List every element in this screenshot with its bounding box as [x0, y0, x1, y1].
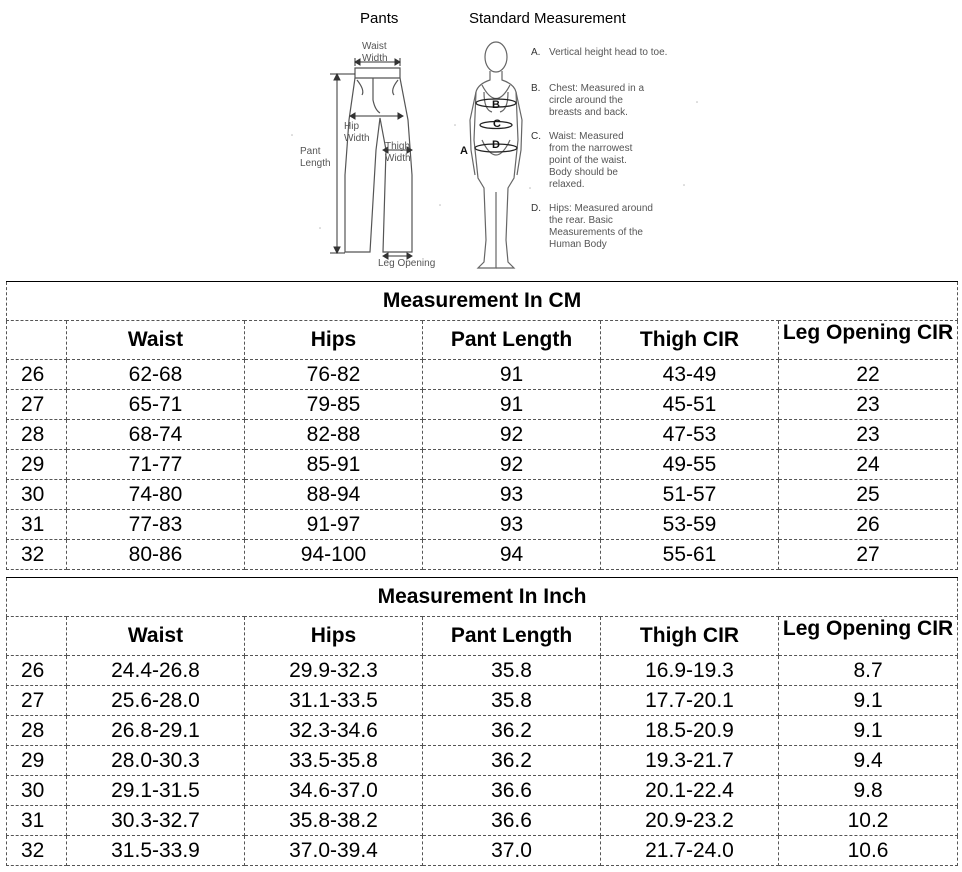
cm-table-body: [7, 360, 958, 570]
inch-header-pant-length: Pant Length: [423, 617, 601, 656]
hip-width-label-2: Width: [344, 133, 370, 144]
body-letter-d: D: [492, 139, 500, 151]
inch-cell-hips: 29.9-32.3: [245, 656, 423, 686]
cm-cell-size: 27: [7, 390, 67, 420]
cm-header-size: [7, 321, 67, 360]
cm-cell-size: 29: [7, 450, 67, 480]
inch-cell-leg-opening-cir: 9.1: [779, 686, 958, 716]
cm-cell-hips: 88-94: [245, 480, 423, 510]
cm-cell-size: 31: [7, 510, 67, 540]
leg-opening-label: Leg Opening: [378, 258, 436, 269]
cm-table-row: [7, 420, 958, 450]
cm-cell-hips: 85-91: [245, 450, 423, 480]
cm-cell-waist: 65-71: [67, 390, 245, 420]
body-letter-c: C: [493, 118, 501, 130]
cm-table-row: [7, 510, 958, 540]
inch-cell-thigh-cir: 19.3-21.7: [601, 746, 779, 776]
inch-cell-leg-opening-cir: 9.4: [779, 746, 958, 776]
inch-header-leg-opening-text: Leg Opening CIR: [782, 617, 954, 640]
inch-cell-size: 30: [7, 776, 67, 806]
note-a: [531, 47, 669, 59]
note-c-key: C.: [531, 131, 541, 142]
cm-table-title: Measurement In CM: [7, 282, 958, 321]
cm-cell-waist: 71-77: [67, 450, 245, 480]
inch-cell-leg-opening-cir: 8.7: [779, 656, 958, 686]
cm-table-row: [7, 450, 958, 480]
inch-cell-waist: 25.6-28.0: [67, 686, 245, 716]
cm-cell-thigh-cir: 55-61: [601, 540, 779, 570]
inch-cell-size: 32: [7, 836, 67, 866]
inch-header-leg-opening-cir: [779, 617, 958, 656]
cm-header-pant-length: Pant Length: [423, 321, 601, 360]
inch-cell-waist: 30.3-32.7: [67, 806, 245, 836]
cm-cell-pant-length: 92: [423, 420, 601, 450]
inch-table-title: Measurement In Inch: [7, 578, 958, 617]
cm-header-row: [7, 321, 958, 360]
inch-table-row: [7, 686, 958, 716]
inch-header-waist: Waist: [67, 617, 245, 656]
note-a-text: Vertical height head to toe.: [549, 47, 668, 58]
cm-cell-leg-opening-cir: 26: [779, 510, 958, 540]
cm-cell-thigh-cir: 45-51: [601, 390, 779, 420]
waist-width-label-1: Waist: [362, 41, 387, 52]
cm-cell-thigh-cir: 53-59: [601, 510, 779, 540]
cm-cell-pant-length: 91: [423, 390, 601, 420]
cm-cell-hips: 91-97: [245, 510, 423, 540]
cm-cell-waist: 77-83: [67, 510, 245, 540]
inch-cell-leg-opening-cir: 10.6: [779, 836, 958, 866]
inch-cell-size: 26: [7, 656, 67, 686]
cm-cell-pant-length: 94: [423, 540, 601, 570]
cm-cell-hips: 94-100: [245, 540, 423, 570]
cm-cell-waist: 74-80: [67, 480, 245, 510]
inch-header-size: [7, 617, 67, 656]
inch-table-row: [7, 716, 958, 746]
inch-size-table: [6, 577, 958, 866]
inch-cell-thigh-cir: 17.7-20.1: [601, 686, 779, 716]
cm-cell-leg-opening-cir: 24: [779, 450, 958, 480]
cm-cell-thigh-cir: 43-49: [601, 360, 779, 390]
inch-cell-pant-length: 35.8: [423, 656, 601, 686]
inch-cell-waist: 29.1-31.5: [67, 776, 245, 806]
inch-cell-pant-length: 35.8: [423, 686, 601, 716]
inch-cell-thigh-cir: 20.9-23.2: [601, 806, 779, 836]
cm-cell-leg-opening-cir: 25: [779, 480, 958, 510]
inch-header-thigh-cir: Thigh CIR: [601, 617, 779, 656]
note-b-key: B.: [531, 83, 541, 94]
cm-cell-thigh-cir: 51-57: [601, 480, 779, 510]
cm-cell-hips: 76-82: [245, 360, 423, 390]
note-b-text: Chest: Measured in a circle around the breasts and back.: [549, 83, 645, 118]
inch-cell-pant-length: 36.2: [423, 746, 601, 776]
cm-table-row: [7, 360, 958, 390]
inch-table-row: [7, 746, 958, 776]
inch-cell-hips: 31.1-33.5: [245, 686, 423, 716]
note-d-key: D.: [531, 203, 541, 214]
inch-cell-pant-length: 36.6: [423, 806, 601, 836]
cm-cell-pant-length: 93: [423, 510, 601, 540]
inch-cell-pant-length: 37.0: [423, 836, 601, 866]
cm-cell-leg-opening-cir: 22: [779, 360, 958, 390]
note-a-key: A.: [531, 47, 541, 58]
measurement-diagram: [0, 0, 962, 278]
cm-cell-leg-opening-cir: 23: [779, 420, 958, 450]
inch-cell-hips: 37.0-39.4: [245, 836, 423, 866]
inch-table-row: [7, 656, 958, 686]
cm-cell-hips: 79-85: [245, 390, 423, 420]
cm-cell-pant-length: 92: [423, 450, 601, 480]
pant-length-label-1: Pant: [300, 146, 321, 157]
cm-cell-waist: 68-74: [67, 420, 245, 450]
inch-cell-waist: 26.8-29.1: [67, 716, 245, 746]
cm-cell-thigh-cir: 47-53: [601, 420, 779, 450]
note-d-text: Hips: Measured around the rear. Basic Measurements of the Human Body: [549, 203, 653, 250]
cm-cell-size: 26: [7, 360, 67, 390]
inch-cell-waist: 28.0-30.3: [67, 746, 245, 776]
inch-cell-pant-length: 36.2: [423, 716, 601, 746]
cm-header-leg-opening-text: Leg Opening CIR: [782, 321, 954, 344]
inch-cell-hips: 32.3-34.6: [245, 716, 423, 746]
note-c-text: Waist: Measured from the narrowest point of the waist. Body should be relaxed.: [549, 131, 633, 190]
cm-header-leg-opening-cir: [779, 321, 958, 360]
inch-cell-waist: 24.4-26.8: [67, 656, 245, 686]
note-d: [531, 203, 657, 251]
inch-cell-size: 27: [7, 686, 67, 716]
inch-cell-leg-opening-cir: 10.2: [779, 806, 958, 836]
cm-cell-pant-length: 93: [423, 480, 601, 510]
inch-table-body: [7, 656, 958, 866]
cm-cell-thigh-cir: 49-55: [601, 450, 779, 480]
cm-table-row: [7, 480, 958, 510]
body-letter-b: B: [492, 99, 500, 111]
pants-illustration: [0, 0, 962, 278]
cm-cell-size: 30: [7, 480, 67, 510]
inch-header-hips: Hips: [245, 617, 423, 656]
standard-measurement-title: Standard Measurement: [469, 10, 626, 27]
hip-width-label-1: Hip: [344, 121, 360, 132]
cm-header-waist: Waist: [67, 321, 245, 360]
pants-title: Pants: [360, 10, 399, 27]
cm-cell-waist: 62-68: [67, 360, 245, 390]
inch-cell-size: 28: [7, 716, 67, 746]
thigh-width-label-2: Width: [385, 153, 411, 164]
inch-header-row: [7, 617, 958, 656]
thigh-width-label-1: Thigh: [385, 141, 411, 152]
body-letter-a: A: [460, 145, 468, 157]
cm-table-row: [7, 390, 958, 420]
note-b: [531, 83, 649, 119]
inch-cell-thigh-cir: 20.1-22.4: [601, 776, 779, 806]
inch-cell-waist: 31.5-33.9: [67, 836, 245, 866]
inch-cell-size: 31: [7, 806, 67, 836]
cm-table-row: [7, 540, 958, 570]
waist-width-label-2: Width: [362, 53, 388, 64]
cm-header-hips: Hips: [245, 321, 423, 360]
inch-cell-thigh-cir: 16.9-19.3: [601, 656, 779, 686]
cm-cell-pant-length: 91: [423, 360, 601, 390]
cm-cell-size: 32: [7, 540, 67, 570]
cm-cell-leg-opening-cir: 23: [779, 390, 958, 420]
inch-cell-leg-opening-cir: 9.1: [779, 716, 958, 746]
inch-cell-thigh-cir: 21.7-24.0: [601, 836, 779, 866]
inch-cell-hips: 33.5-35.8: [245, 746, 423, 776]
cm-cell-size: 28: [7, 420, 67, 450]
note-c: [531, 131, 645, 191]
inch-cell-hips: 35.8-38.2: [245, 806, 423, 836]
cm-size-table: [6, 281, 958, 570]
inch-table-row: [7, 806, 958, 836]
inch-table-row: [7, 836, 958, 866]
pant-length-label-2: Length: [300, 158, 331, 169]
inch-cell-pant-length: 36.6: [423, 776, 601, 806]
cm-cell-leg-opening-cir: 27: [779, 540, 958, 570]
inch-cell-leg-opening-cir: 9.8: [779, 776, 958, 806]
inch-table-row: [7, 776, 958, 806]
inch-cell-size: 29: [7, 746, 67, 776]
inch-cell-thigh-cir: 18.5-20.9: [601, 716, 779, 746]
cm-cell-waist: 80-86: [67, 540, 245, 570]
inch-cell-hips: 34.6-37.0: [245, 776, 423, 806]
cm-cell-hips: 82-88: [245, 420, 423, 450]
cm-header-thigh-cir: Thigh CIR: [601, 321, 779, 360]
